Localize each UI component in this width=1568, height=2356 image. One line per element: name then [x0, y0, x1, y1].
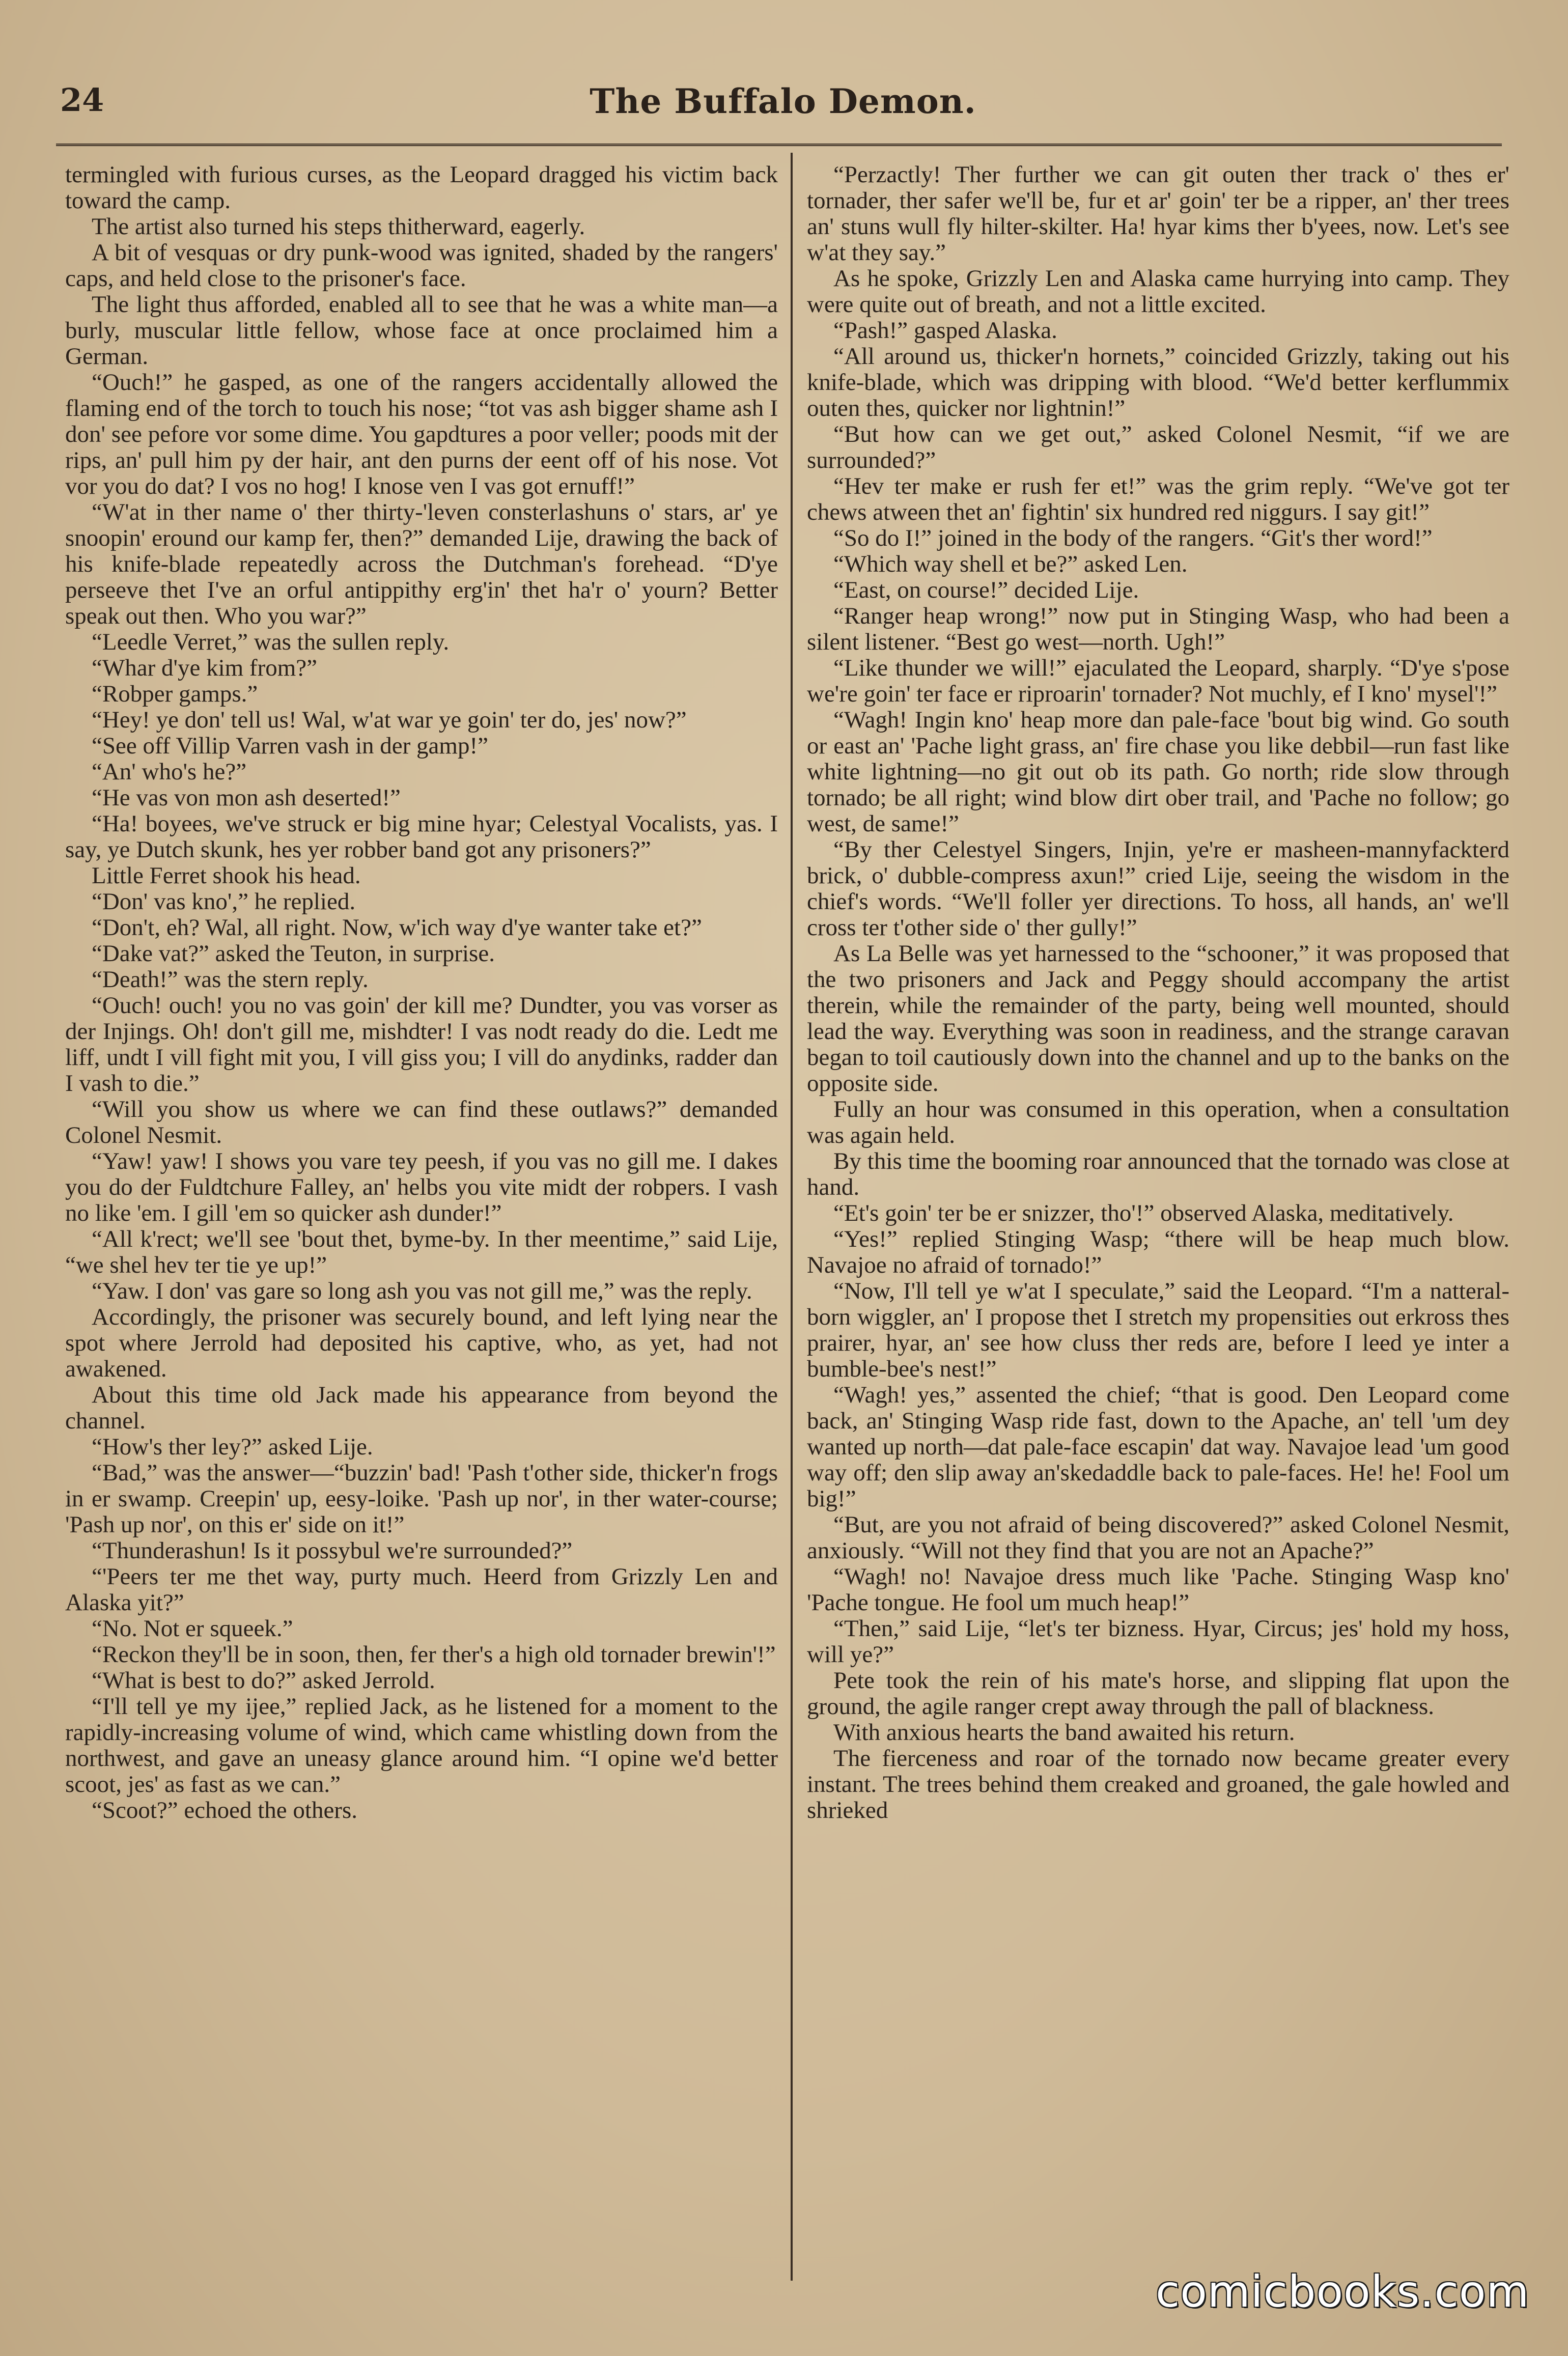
- paragraph: “So do I!” joined in the body of the rangers. “Git's ther word!”: [833, 525, 1433, 551]
- paragraph: “Wagh! no! Navajoe dress much like 'Pache. Stinging Wasp kno' 'Pache tongue. He fool um much heap!”: [807, 1563, 1509, 1616]
- header-rule: [56, 144, 1502, 146]
- paragraph: “See off Villip Varren vash in der gamp!”: [92, 733, 488, 759]
- paragraph: “But how can we get out,” asked Colonel Nesmit, “if we are surrounded?”: [807, 421, 1509, 473]
- paragraph: “Dake vat?” asked the Teuton, in surprise.: [92, 940, 495, 967]
- paragraph: “But, are you not afraid of being discovered?” asked Colonel Nesmit, anxiously. “Will not they find that you are not an Apache?”: [807, 1511, 1509, 1564]
- paragraph: Accordingly, the prisoner was securely bound, and left lying near the spot where Jerrold had deposited his captive, who, as yet, had not awakened.: [65, 1304, 778, 1382]
- paragraph: “Now, I'll tell ye w'at I speculate,” said the Leopard. “I'm a natteral-born wiggler, an' I propose thet I stretch my propensities out erkross thes prairer, hyar, an' see how cluss ther reds are, before I leed ye inter a bumble-bee's nest!”: [807, 1278, 1509, 1382]
- paragraph: “By ther Celestyel Singers, Injin, ye're er masheen-mannyfackterd brick, o' dubble-compress axun!” cried Lije, seeing the wisdom in the chief's words. “We'll foller yer directions. To hoss, all hands, an' we'll cross ter t'other side o' ther gully!”: [807, 836, 1509, 941]
- paragraph: “Yes!” replied Stinging Wasp; “there will be heap much blow. Navajoe no afraid of tornado!”: [807, 1226, 1509, 1278]
- paragraph: The light thus afforded, enabled all to see that he was a white man—a burly, muscular little fellow, whose face at once proclaimed him a German.: [65, 291, 778, 370]
- paragraph: “Ouch! ouch! you no vas goin' der kill me? Dundter, you vas vorser as der Injings. Oh! don't gill me, mishdter! I vas nodt ready do die. Ledt me liff, undt I vill fight mit you, I vill giss you; I vill do anydinks, radder dan I vash to die.”: [65, 992, 778, 1097]
- right-column: [807, 162, 1509, 1824]
- paragraph: termingled with furious curses, as the Leopard dragged his victim back toward the camp.: [65, 161, 778, 214]
- paragraph: About this time old Jack made his appearance from beyond the channel.: [65, 1382, 778, 1434]
- paragraph: “He vas von mon ash deserted!”: [92, 784, 401, 811]
- paragraph: “Which way shell et be?” asked Len.: [833, 551, 1188, 577]
- paragraph: As La Belle was yet harnessed to the “schooner,” it was proposed that the two prisoners and Jack and Peggy should accompany the artist therein, while the remainder of the party, being well mounted, should lead the way. Everything was soon in readiness, and the strange caravan began to toil cautiously down into the channel and up to the banks on the opposite side.: [807, 940, 1509, 1097]
- paragraph: “No. Not er squeek.”: [92, 1615, 293, 1642]
- paragraph: “Scoot?” echoed the others.: [92, 1797, 358, 1824]
- paragraph: With anxious hearts the band awaited his return.: [833, 1719, 1295, 1746]
- paragraph: “What is best to do?” asked Jerrold.: [92, 1667, 435, 1694]
- paragraph: “Don' vas kno',” he replied.: [92, 888, 356, 915]
- paragraph: “Pash!” gasped Alaska.: [833, 317, 1057, 344]
- paragraph: “Whar d'ye kim from?”: [92, 655, 318, 681]
- paragraph: “Perzactly! Ther further we can git outen ther track o' thes er' tornader, ther safer we'll be, fur et ar' goin' ter be a ripper, an' ther trees an' stuns wull fly hilter-skilter. Ha! hyar kims ther b'yees, now. Let's see w'at they say.”: [807, 161, 1509, 266]
- paragraph: “Yaw. I don' vas gare so long ash you vas not gill me,” was the reply.: [92, 1278, 752, 1304]
- paragraph: “Bad,” was the answer—“buzzin' bad! 'Pash t'other side, thicker'n frogs in er swamp. Creepin' up, eesy-loike. 'Pash up nor', in ther water-course; 'Pash up nor', on this er' side on it!”: [65, 1460, 778, 1538]
- paragraph: As he spoke, Grizzly Len and Alaska came hurrying into camp. They were quite out of breath, and not a little excited.: [807, 265, 1509, 318]
- paragraph: “Robper gamps.”: [92, 681, 258, 707]
- paragraph: “W'at in ther name o' ther thirty-'leven consterlashuns o' stars, ar' ye snoopin' eround our kamp fer, then?” demanded Lije, drawing the back of his knife-blade repeatedly across the Dutchman's forehead. “D'ye perseeve thet I've an orful antippithy erg'in' thet ha'r o' yourn? Better speak out then. Who you war?”: [65, 499, 778, 629]
- paragraph: “Yaw! yaw! I shows you vare tey peesh, if you vas no gill me. I dakes you do der Fuldtchure Falley, an' helbs you vite midt der robpers. I vash no like 'em. I gill 'em so quicker ash dunder!”: [65, 1148, 778, 1226]
- paragraph: “East, on course!” decided Lije.: [833, 577, 1139, 603]
- paragraph: A bit of vesquas or dry punk-wood was ignited, shaded by the rangers' caps, and held close to the prisoner's face.: [65, 239, 778, 292]
- paragraph: “Thunderashun! Is it possybul we're surrounded?”: [92, 1537, 573, 1564]
- running-title: The Buffalo Demon.: [590, 81, 976, 121]
- left-column: [65, 162, 778, 1824]
- paragraph: “Reckon they'll be in soon, then, fer ther's a high old tornader brewin'!”: [92, 1641, 776, 1668]
- paragraph: “Wagh! yes,” assented the chief; “that is good. Den Leopard come back, an' Stinging Wasp ride fast, down to the Apache, an' tell 'um dey wanted up north—dat pale-face escapin' dat way. Navajoe lead 'um good way off; den slip away an'skedaddle back to pale-faces. He! he! Fool um big!”: [807, 1382, 1509, 1512]
- paragraph: “Ranger heap wrong!” now put in Stinging Wasp, who had been a silent listener. “Best go west—north. Ugh!”: [807, 603, 1509, 655]
- paragraph: Fully an hour was consumed in this operation, when a consultation was again held.: [807, 1096, 1509, 1148]
- paragraph: “An' who's he?”: [92, 759, 247, 785]
- column-divider: [791, 153, 793, 2281]
- page-number: 24: [60, 81, 104, 119]
- paragraph: “'Peers ter me thet way, purty much. Heerd from Grizzly Len and Alaska yit?”: [65, 1563, 778, 1616]
- paragraph: “All k'rect; we'll see 'bout thet, byme-by. In ther meentime,” said Lije, “we shel hev ter tie ye up!”: [65, 1226, 778, 1278]
- paragraph: “Death!” was the stern reply.: [92, 966, 369, 993]
- page-header: [60, 76, 1506, 132]
- paragraph: “I'll tell ye my ijee,” replied Jack, as he listened for a moment to the rapidly-increasing volume of wind, which came whistling down from the northwest, and gave an uneasy glance around him. “I opine we'd better scoot, jes' as fast as we can.”: [65, 1693, 778, 1798]
- paragraph: Little Ferret shook his head.: [92, 862, 361, 889]
- paragraph: “Leedle Verret,” was the sullen reply.: [92, 629, 450, 655]
- paragraph: “Hev ter make er rush fer et!” was the grim reply. “We've got ter chews atween thet an' fightin' six hundred red niggurs. I say git!”: [807, 473, 1509, 525]
- paragraph: “Wagh! Ingin kno' heap more dan pale-face 'bout big wind. Go south or east an' 'Pache light grass, an' fire chase you like debbil—run fast like white lightning—no git out ob its path. Go north; ride slow through tornado; be all right; wind blow dirt ober trail, and 'Pache no follow; go west, de same!”: [807, 707, 1509, 837]
- site-watermark: comicbooks.com: [1156, 2266, 1530, 2317]
- paragraph: “Ouch!” he gasped, as one of the rangers accidentally allowed the flaming end of the torch to touch his nose; “tot vas ash bigger shame ash I don' see pefore vor some dime. You gapdtures a poor veller; poods mit der rips, an' pull him py der hair, ant den purns der eent off of his nose. Vot vor you do dat? I vos no hog! I knose ven I vas got ernuff!”: [65, 369, 778, 499]
- paragraph: “Hey! ye don' tell us! Wal, w'at war ye goin' ter do, jes' now?”: [92, 707, 687, 733]
- paragraph: By this time the booming roar announced that the tornado was close at hand.: [807, 1148, 1509, 1200]
- paragraph: “Et's goin' ter be er snizzer, tho'!” observed Alaska, meditatively.: [833, 1200, 1454, 1226]
- paragraph: “Then,” said Lije, “let's ter bizness. Hyar, Circus; jes' hold my hoss, will ye?”: [807, 1615, 1509, 1668]
- paragraph: Pete took the rein of his mate's horse, and slipping flat upon the ground, the agile ranger crept away through the pall of blackness.: [807, 1667, 1509, 1720]
- paragraph: The artist also turned his steps thitherward, eagerly.: [92, 213, 585, 240]
- paragraph: “Like thunder we will!” ejaculated the Leopard, sharply. “D'ye s'pose we're goin' ter face er riproarin' tornader? Not muchly, ef I kno' mysel'!”: [807, 655, 1509, 707]
- paragraph: The fierceness and roar of the tornado now became greater every instant. The trees behind them creaked and groaned, the gale howled and shrieked: [807, 1745, 1509, 1824]
- paragraph: “Don't, eh? Wal, all right. Now, w'ich way d'ye wanter take et?”: [92, 914, 702, 941]
- paragraph: “Will you show us where we can find these outlaws?” demanded Colonel Nesmit.: [65, 1096, 778, 1148]
- paragraph: “Ha! boyees, we've struck er big mine hyar; Celestyal Vocalists, yas. I say, ye Dutch skunk, hes yer robber band got any prisoners?”: [65, 810, 778, 863]
- paragraph: “All around us, thicker'n hornets,” coincided Grizzly, taking out his knife-blade, which was dripping with blood. “We'd better kerflummix outen thes, quicker nor lightnin!”: [807, 343, 1509, 422]
- paragraph: “How's ther ley?” asked Lije.: [92, 1434, 373, 1460]
